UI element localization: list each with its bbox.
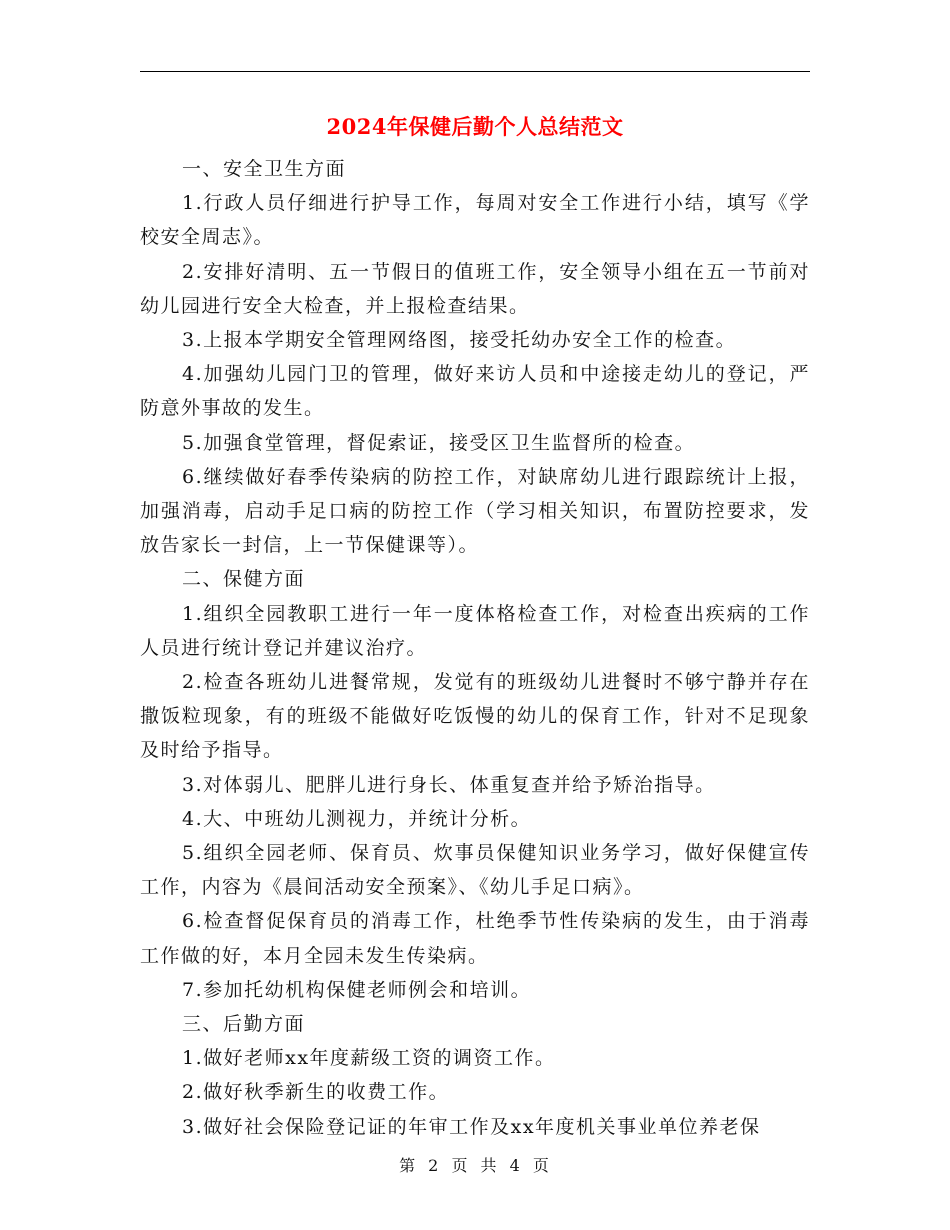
section-heading-logistics: 三、后勤方面 bbox=[182, 1013, 306, 1036]
paragraph: 3.上报本学期安全管理网络图，接受托幼办安全工作的检查。 bbox=[182, 329, 737, 352]
page-number: 第 2 页 共 4 页 bbox=[399, 1156, 551, 1175]
section-heading-safety: 一、安全卫生方面 bbox=[182, 158, 347, 180]
paragraph: 7.参加托幼机构保健老师例会和培训。 bbox=[182, 978, 532, 1001]
document-title: 2024年保健后勤个人总结范文 bbox=[326, 114, 624, 139]
paragraph: 3.做好社会保险登记证的年审工作及xx年度机关事业单位养老保 bbox=[182, 1115, 761, 1138]
paragraph: 6.检查督促保育员的消毒工作，杜绝季节性传染病的发生，由于消毒工作做的好，本月全园未发生传染病。 bbox=[140, 910, 810, 967]
paragraph: 2.安排好清明、五一节假日的值班工作，安全领导小组在五一节前对幼儿园进行安全大检查，并上报检查结果。 bbox=[140, 260, 810, 317]
paragraph: 2.检查各班幼儿进餐常规，发觉有的班级幼儿进餐时不够宁静并存在撒饭粒现象，有的班级不能做好吃饭慢的幼儿的保育工作，针对不足现象及时给予指导。 bbox=[140, 671, 810, 762]
paragraph: 2.做好秋季新生的收费工作。 bbox=[182, 1081, 450, 1104]
section-heading-health: 二、保健方面 bbox=[182, 568, 306, 591]
header-rule bbox=[140, 71, 810, 72]
paragraph: 5.组织全园老师、保育员、炊事员保健知识业务学习，做好保健宣传工作，内容为《晨间活动安全预案》、《幼儿手足口病》。 bbox=[140, 842, 810, 899]
paragraph: 4.加强幼儿园门卫的管理，做好来访人员和中途接走幼儿的登记，严防意外事故的发生。 bbox=[140, 363, 810, 420]
paragraph: 6.继续做好春季传染病的防控工作，对缺席幼儿进行跟踪统计上报，加强消毒，启动手足口病的防控工作（学习相关知识，布置防控要求，发放告家长一封信，上一节保健课等）。 bbox=[140, 465, 810, 557]
paragraph: 5.加强食堂管理，督促索证，接受区卫生监督所的检查。 bbox=[182, 431, 696, 454]
paragraph: 1.组织全园教职工进行一年一度体格检查工作，对检查出疾病的工作人员进行统计登记并建议治疗。 bbox=[140, 602, 810, 659]
paragraph: 1.做好老师xx年度薪级工资的调资工作。 bbox=[182, 1047, 556, 1070]
paragraph: 3.对体弱儿、肥胖儿进行身长、体重复查并给予矫治指导。 bbox=[182, 773, 716, 796]
paragraph: 1.行政人员仔细进行护导工作，每周对安全工作进行小结，填写《学校安全周志》。 bbox=[140, 192, 810, 249]
paragraph: 4.大、中班幼儿测视力，并统计分析。 bbox=[182, 807, 532, 830]
document-body bbox=[140, 152, 810, 1144]
